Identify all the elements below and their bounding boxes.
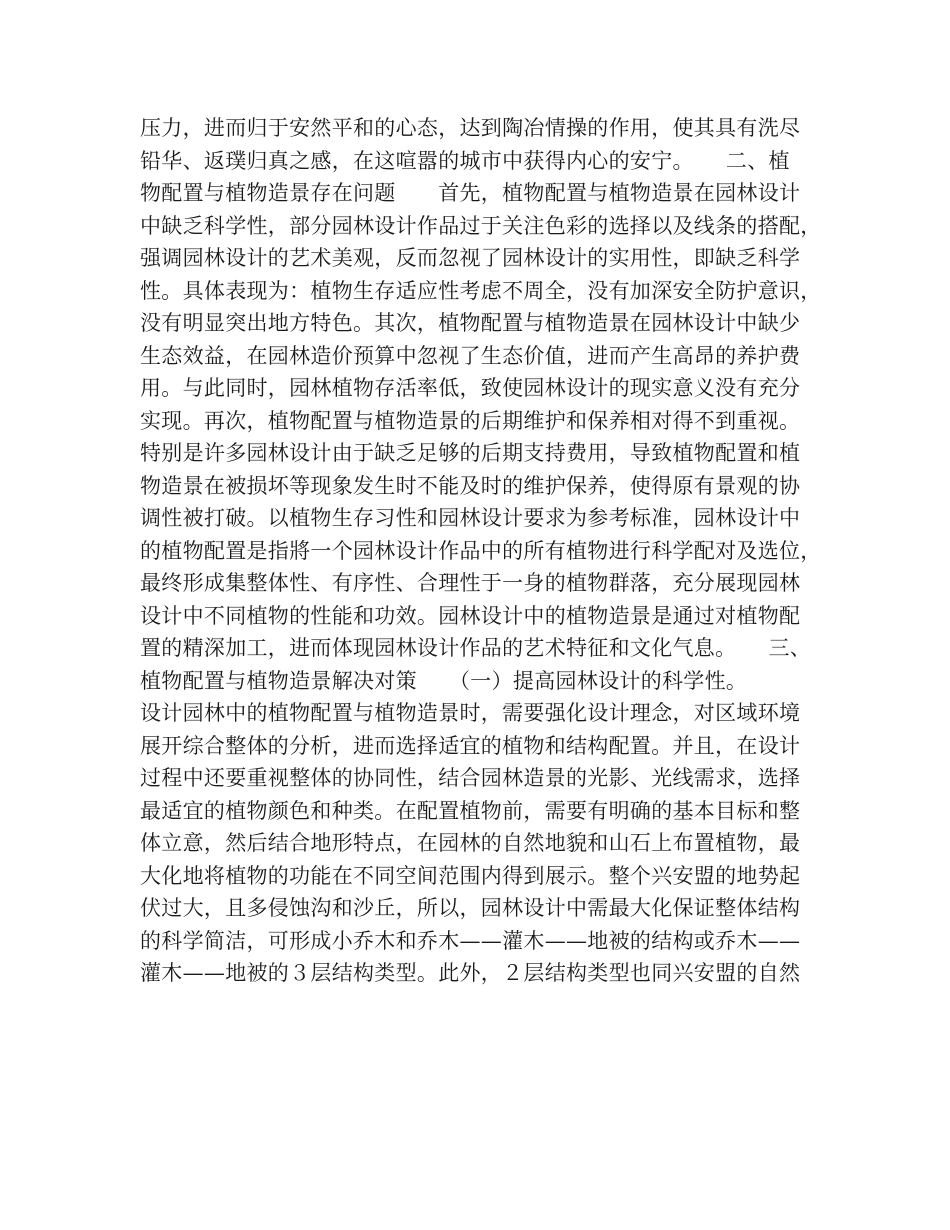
text-line: 的科学简洁，可形成小乔木和乔木——灌木——地被的结构或乔木—— <box>140 928 801 953</box>
text-line: 强调园林设计的艺术美观，反而忽视了园林设计的实用性，即缺乏科学 <box>140 246 801 270</box>
text-line: 实现。再次，植物配置与植物造景的后期维护和保养相对得不到重视。 <box>140 408 801 433</box>
text-line: 中缺乏科学性，部分园林设计作品过于关注色彩的选择以及线条的搭配， <box>140 213 822 238</box>
text-line: 大化地将植物的功能在不同空间范围内得到展示。整个兴安盟的地势起 <box>140 863 801 888</box>
text-line: 伏过大，且多侵蚀沟和沙丘，所以，园林设计中需最大化保证整体结构 <box>140 896 801 920</box>
text-line: 铅华、返璞归真之感，在这喧嚣的城市中获得内心的安宁。 二、植 <box>140 148 790 173</box>
text-line: 体立意，然后结合地形特点，在园林的自然地貌和山石上布置植物，最 <box>140 831 801 855</box>
text-line: 没有明显突出地方特色。其次，植物配置与植物造景在园林设计中缺少 <box>140 311 801 335</box>
body-text <box>140 112 830 990</box>
text-line: 物造景在被损坏等现象发生时不能及时的维护保养，使得原有景观的协 <box>140 473 801 498</box>
text-line: 最终形成集整体性、有序性、合理性于一身的植物群落，充分展现园林 <box>140 571 801 595</box>
text-line: 用。与此同时，园林植物存活率低，致使园林设计的现实意义没有充分 <box>140 376 801 400</box>
text-line: 压力，进而归于安然平和的心态，达到陶冶情操的作用，使其具有洗尽 <box>140 116 801 140</box>
text-line: 最适宜的植物颜色和种类。在配置植物前，需要有明确的基本目标和整 <box>140 798 801 823</box>
text-line: 展开综合整体的分析，进而选择适宜的植物和结构配置。并且，在设计 <box>140 733 801 758</box>
text-line: 物配置与植物造景存在问题 首先，植物配置与植物造景在园林设计 <box>140 181 801 205</box>
text-line: 植物配置与植物造景解决对策 （一）提高园林设计的科学性。 <box>140 668 748 693</box>
text-line: 特别是许多园林设计由于缺乏足够的后期支持费用，导致植物配置和植 <box>140 441 801 465</box>
text-line: 过程中还要重视整体的协同性，结合园林造景的光影、光线需求，选择 <box>140 766 801 790</box>
text-line: 置的精深加工，进而体现园林设计作品的艺术特征和文化气息。 三、 <box>140 636 812 660</box>
text-line: 性。具体表现为：植物生存适应性考虑不周全，没有加深安全防护意识， <box>140 278 822 303</box>
text-line: 设计中不同植物的性能和功效。园林设计中的植物造景是通过对植物配 <box>140 603 801 628</box>
text-line: 生态效益，在园林造价预算中忽视了生态价值，进而产生高昂的养护费 <box>140 343 801 368</box>
text-line: 的植物配置是指將一个园林设计作品中的所有植物进行科学配对及选位， <box>140 538 822 563</box>
text-line: 调性被打破。以植物生存习性和园林设计要求为参考标准，园林设计中 <box>140 506 801 530</box>
text-line: 设计园林中的植物配置与植物造景时，需要强化设计理念，对区域环境 <box>140 701 801 725</box>
text-line: 灌木——地被的３层结构类型。此外，２层结构类型也同兴安盟的自然 <box>140 961 801 985</box>
